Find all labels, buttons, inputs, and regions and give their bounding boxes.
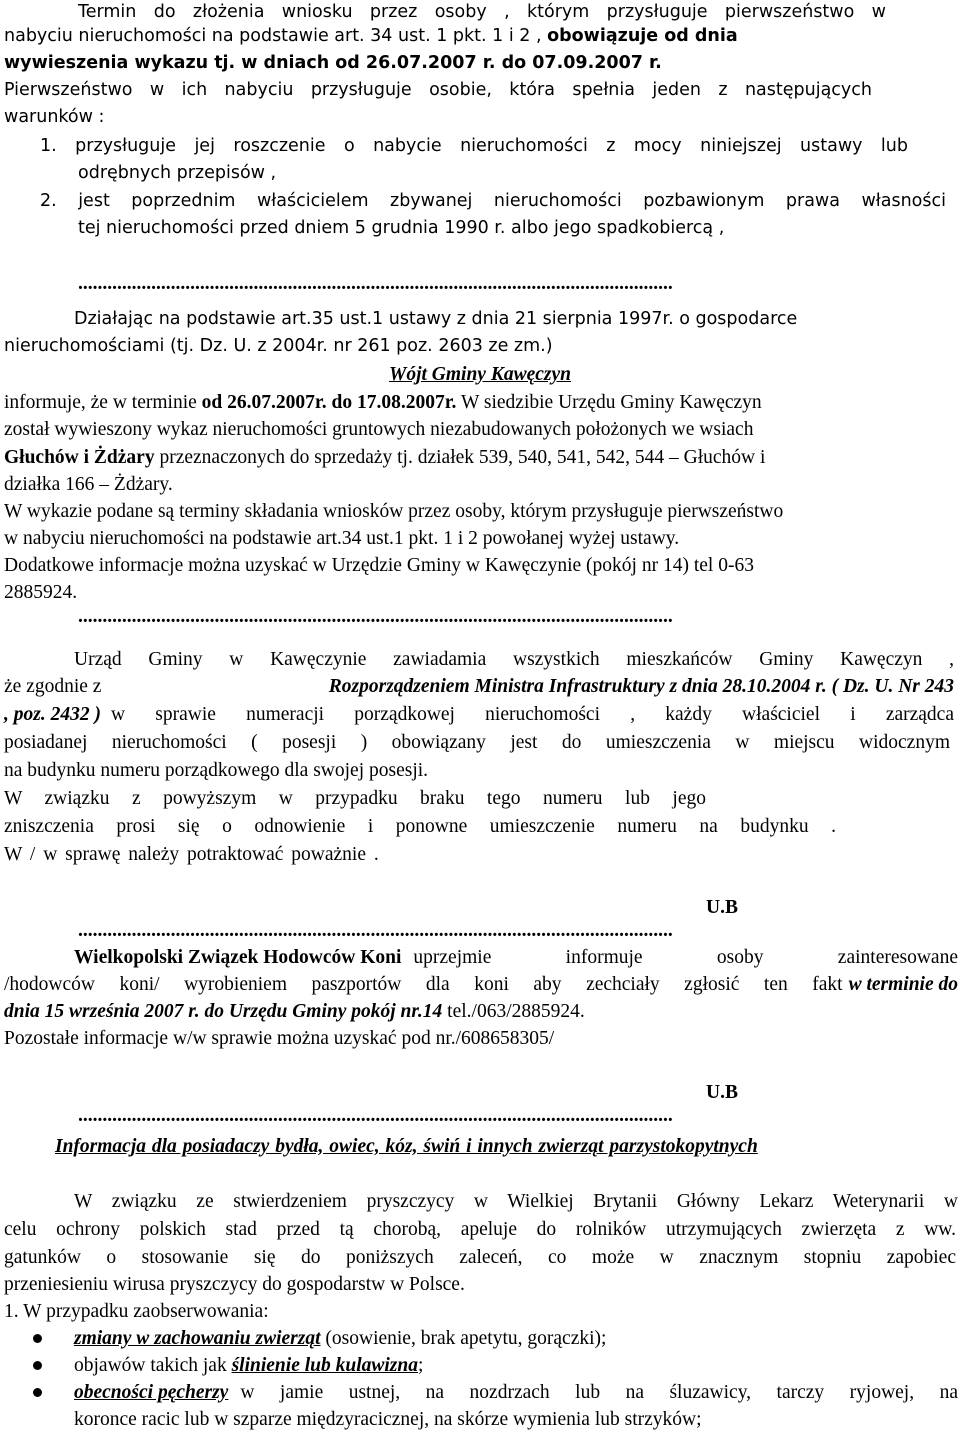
bullet-icon [33, 1334, 42, 1343]
notice4-deadline: dnia 15 września 2007 r. do Urzędu Gminy pokój nr.14 [4, 1001, 443, 1022]
notice5-title: Informacja dla posiadaczy bydła, owiec, kóz, świń i innych zwierząt parzystokopytnych [55, 1136, 758, 1157]
notice5-line4: przeniesieniu wirusa pryszczycy do gospodarstw w Polsce. [4, 1274, 465, 1295]
notice3-line2-text: że zgodnie z [4, 676, 102, 697]
notice1-line1: Termin do złożenia wniosku przez osoby , którym przysługuje pierwszeństwo w [78, 2, 886, 22]
regulation-position: , poz. 2432 ) [4, 704, 101, 725]
notice2-line9: Dodatkowe informacje można uzyskać w Urzędzie Gminy w Kawęczynie (pokój nr 14) tel 0-63 [4, 555, 754, 576]
notice2-line4: został wywieszony wykaz nieruchomości gruntowych niezabudowanych położonych we wsiach [4, 419, 754, 440]
separator-1: .......................................................................................................................... [78, 273, 673, 294]
notice4-line1 [74, 946, 958, 970]
notice1-line3: wywieszenia wykazu tj. w dniach od 26.07.2007 r. do 07.09.2007 r. [4, 53, 662, 73]
bullet-3-text: w jamie ustnej, na nozdrzach lub na śluzawicy, tarczy ryjowej, na [240, 1382, 958, 1403]
notice3-line4: posiadanej nieruchomości ( posesji ) obowiązany jest do umieszczenia w miejscu widocznym [4, 732, 950, 753]
condition-2-line2: tej nieruchomości przed dniem 5 grudnia 1990 r. albo jego spadkobiercą , [78, 218, 725, 238]
separator-4: .......................................................................................................................... [78, 1105, 673, 1126]
condition-1-line2: odrębnych przepisów , [78, 163, 277, 183]
notice3-line7: zniszczenia prosi się o odnowienie i ponowne umieszczenie numeru na budynku . [4, 816, 836, 837]
notice1-line5: warunków : [4, 107, 105, 127]
notice3-line2 [4, 675, 954, 699]
notice3-line8: W / w sprawę należy potraktować poważnie . [4, 844, 379, 865]
notice4-phone: tel./063/2885924. [447, 1001, 585, 1022]
bullet-2-text: objawów takich jak [74, 1355, 227, 1376]
condition-1-line1: 1. przysługuje jej roszczenie o nabycie nieruchomości z mocy niniejszej ustawy lub [40, 136, 908, 156]
bullet-2 [74, 1354, 423, 1378]
signature-ub-1: U.B [706, 897, 738, 918]
notice2-line3 [4, 391, 762, 415]
notice2-line3-end: W siedzibie Urzędu Gminy Kawęczyn [460, 392, 762, 413]
notice4-deadline-start: w terminie do [848, 974, 958, 995]
bullet-3 [74, 1381, 958, 1405]
notice2-line1: Działając na podstawie art.35 ust.1 ustawy z dnia 21 sierpnia 1997r. o gospodarce [74, 309, 798, 329]
notice4-line4: Pozostałe informacje w/w sprawie można uzyskać pod nr./608658305/ [4, 1028, 555, 1049]
association-name: Wielkopolski Związek Hodowców Koni [74, 947, 402, 968]
bullet-icon [33, 1388, 42, 1397]
notice2-dates: od 26.07.2007r. do 17.08.2007r. [201, 392, 457, 413]
bullet-1-emphasis: zmiany w zachowaniu zwierząt [74, 1328, 321, 1349]
bullet-3-emphasis: obecności pęcherzy [74, 1382, 229, 1403]
notice2-title: Wójt Gminy Kawęczyn [388, 364, 571, 385]
notice1-line2-bold: obowiązuje od dnia [547, 26, 738, 46]
notice4-line1-text: uprzejmie informuje osoby zainteresowane [413, 947, 958, 968]
notice3-line3 [4, 703, 954, 727]
notice2-line5 [4, 446, 765, 470]
notice4-line2-text: /hodowców koni/ wyrobieniem paszportów dla koni aby zechciały zgłosić ten fakt [4, 974, 843, 995]
notice3-line1: Urząd Gminy w Kawęczynie zawiadamia wszystkich mieszkańców Gminy Kawęczyn , [74, 649, 954, 670]
notice5-line3: gatunków o stosowanie się do poniższych zaleceń, co może w znacznym stopniu zapobiec [4, 1247, 956, 1268]
bullet-2-end: ; [418, 1355, 424, 1376]
bullet-1 [74, 1327, 606, 1351]
notice4-line3 [4, 1000, 585, 1024]
notice3-line5: na budynku numeru porządkowego dla swojej posesji. [4, 760, 429, 781]
notice5-line1: W związku ze stwierdzeniem pryszczycy w Wielkiej Brytanii Główny Lekarz Weterynarii w [74, 1191, 958, 1212]
notice2-line8: w nabyciu nieruchomości na podstawie art.34 ust.1 pkt. 1 i 2 powołanej wyżej ustawy. [4, 528, 680, 549]
bullet-icon [33, 1361, 42, 1370]
notice5-line2: celu ochrony polskich stad przed tą chorobą, apeluje do rolników utrzymujących zwierzęta z ww. [4, 1219, 956, 1240]
notice2-line3-text: informuje, że w terminie [4, 392, 197, 413]
notice2-line2: nieruchomościami (tj. Dz. U. z 2004r. nr 261 poz. 2603 ze zm.) [4, 336, 553, 356]
notice3-line6: W związku z powyższym w przypadku braku tego numeru lub jego [4, 788, 706, 809]
regulation-reference: Rozporządzeniem Ministra Infrastruktury z dnia 28.10.2004 r. ( Dz. U. Nr 243 [328, 676, 954, 697]
bullet-2-emphasis: ślinienie lub kulawizna [231, 1355, 418, 1376]
separator-2: .......................................................................................................................... [78, 606, 673, 627]
notice1-line2-text: nabyciu nieruchomości na podstawie art. 34 ust. 1 pkt. 1 i 2 , [4, 26, 542, 46]
bullet-3-line2: koronce racic lub w szparze międzyracicznej, na skórze wymienia lub strzyków; [74, 1409, 702, 1430]
notice2-line6: działka 166 – Żdżary. [4, 474, 173, 495]
notice2-line10: 2885924. [4, 582, 78, 603]
signature-ub-2: U.B [706, 1082, 738, 1103]
condition-2-line1: 2. jest poprzednim właścicielem zbywanej nieruchomości pozbawionym prawa własności [40, 191, 946, 211]
notice2-line7: W wykazie podane są terminy składania wniosków przez osoby, którym przysługuje pierwszeństwo [4, 501, 784, 522]
notice4-line2 [4, 973, 958, 997]
notice3-line3-text: w sprawie numeracji porządkowej nieruchomości , każdy właściciel i zarządca [110, 704, 954, 725]
notice1-line2 [4, 24, 884, 48]
notice2-line5-text: przeznaczonych do sprzedaży tj. działek 539, 540, 541, 542, 544 – Głuchów i [159, 447, 766, 468]
separator-3: .......................................................................................................................... [78, 920, 673, 941]
bullet-1-text: (osowienie, brak apetytu, gorączki); [325, 1328, 607, 1349]
notice1-line4: Pierwszeństwo w ich nabyciu przysługuje osobie, która spełnia jeden z następujących [4, 80, 872, 100]
villages-name: Głuchów i Żdżary [4, 447, 155, 468]
notice5-line5: 1. W przypadku zaobserwowania: [4, 1301, 269, 1322]
